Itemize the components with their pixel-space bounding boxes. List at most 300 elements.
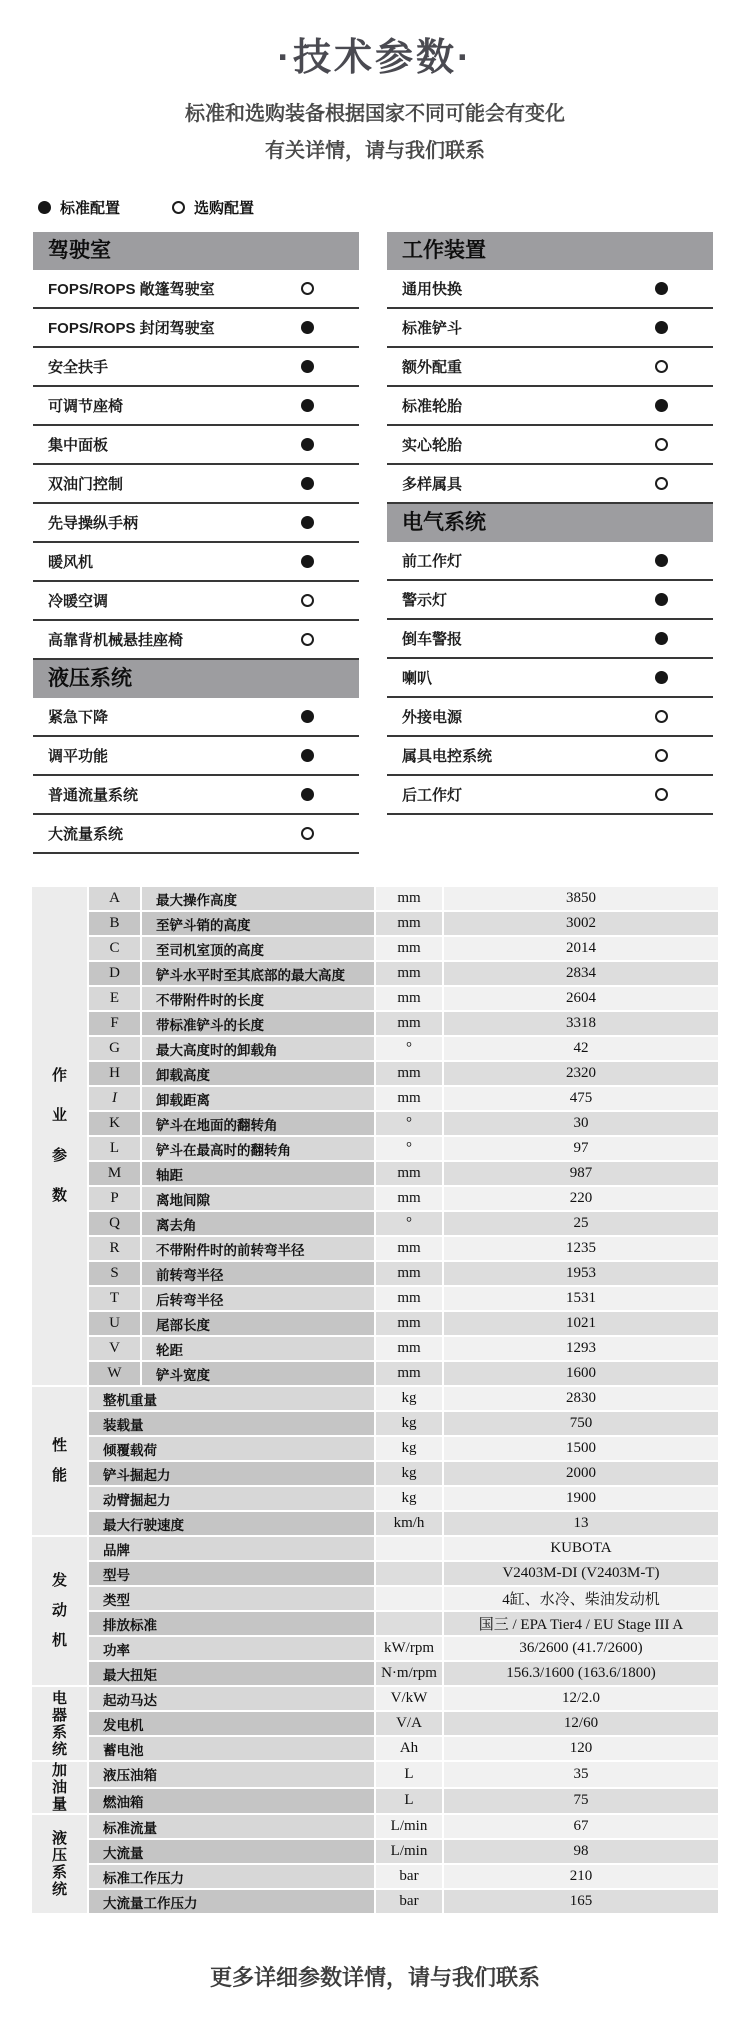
config-label: 前工作灯 — [402, 553, 463, 570]
spec-label: 功率 — [89, 1637, 374, 1660]
config-label: 额外配重 — [402, 359, 463, 376]
config-row — [387, 698, 713, 737]
spec-value: 3318 — [444, 1012, 718, 1035]
spec-unit: V/kW — [376, 1687, 442, 1710]
spec-value: 165 — [444, 1890, 718, 1913]
spec-group-char: 器 — [51, 1706, 67, 1724]
spec-label: 至司机室顶的高度 — [142, 937, 374, 960]
standard-marker-icon — [655, 399, 668, 412]
config-row — [387, 348, 713, 387]
spec-label: 最大高度时的卸载角 — [142, 1037, 374, 1060]
spec-value: 36/2600 (41.7/2600) — [444, 1637, 718, 1660]
spec-dimension-key: C — [89, 937, 140, 960]
spec-value: 1531 — [444, 1287, 718, 1310]
standard-marker-icon — [301, 399, 314, 412]
spec-group-char: 数 — [51, 1187, 67, 1204]
spec-dimension-key: P — [89, 1187, 140, 1210]
standard-marker-icon — [301, 788, 314, 801]
spec-value: 156.3/1600 (163.6/1800) — [444, 1662, 718, 1685]
spec-label: 标准流量 — [89, 1815, 374, 1838]
config-row — [387, 776, 713, 815]
spec-label: 轮距 — [142, 1337, 374, 1360]
legend-optional-label: 选购配置 — [194, 200, 255, 217]
spec-unit: mm — [376, 887, 442, 910]
config-row — [387, 309, 713, 348]
spec-value: 98 — [444, 1840, 718, 1863]
spec-group-char: 发 — [51, 1572, 67, 1589]
spec-value: 210 — [444, 1865, 718, 1888]
config-row — [33, 698, 359, 737]
spec-unit: ° — [376, 1112, 442, 1135]
config-label: 标准铲斗 — [402, 320, 463, 337]
spec-dimension-key: B — [89, 912, 140, 935]
config-row — [33, 387, 359, 426]
legend-optional — [172, 197, 254, 218]
config-label: 可调节座椅 — [48, 398, 124, 415]
config-label: 安全扶手 — [48, 359, 109, 376]
spec-label: 大流量工作压力 — [89, 1890, 374, 1913]
config-label: 实心轮胎 — [402, 437, 463, 454]
standard-marker-icon — [655, 671, 668, 684]
config-row — [33, 426, 359, 465]
legend — [38, 197, 712, 218]
spec-label: 发电机 — [89, 1712, 374, 1735]
spec-unit: N·m/rpm — [376, 1662, 442, 1685]
spec-group-label — [32, 1815, 87, 1913]
spec-value: 35 — [444, 1762, 718, 1787]
spec-label: 装载量 — [89, 1412, 374, 1435]
spec-value: 2830 — [444, 1387, 718, 1410]
config-row — [33, 270, 359, 309]
config-label: 标准轮胎 — [402, 398, 463, 415]
spec-value: 25 — [444, 1212, 718, 1235]
spec-row — [32, 1112, 718, 1135]
spec-unit: bar — [376, 1890, 442, 1913]
spec-dimension-key: V — [89, 1337, 140, 1360]
config-label: FOPS/ROPS 敞篷驾驶室 — [48, 281, 215, 298]
spec-unit: L/min — [376, 1840, 442, 1863]
spec-unit: V/A — [376, 1712, 442, 1735]
spec-row — [32, 1462, 718, 1485]
spec-group-char: 系 — [51, 1864, 67, 1881]
spec-row — [32, 1212, 718, 1235]
spec-value: 1021 — [444, 1312, 718, 1335]
spec-group-char: 压 — [51, 1847, 67, 1864]
spec-value: 1293 — [444, 1337, 718, 1360]
spec-label: 类型 — [89, 1587, 374, 1610]
config-column-left — [33, 232, 359, 854]
config-row — [33, 776, 359, 815]
spec-label: 起动马达 — [89, 1687, 374, 1710]
spec-label: 至铲斗销的高度 — [142, 912, 374, 935]
config-row — [387, 737, 713, 776]
config-label: 双油门控制 — [48, 476, 124, 493]
spec-dimension-key: S — [89, 1262, 140, 1285]
spec-label: 大流量 — [89, 1840, 374, 1863]
spec-unit: L/min — [376, 1815, 442, 1838]
spec-row — [32, 1865, 718, 1888]
spec-group-char: 量 — [51, 1796, 67, 1813]
spec-label: 铲斗宽度 — [142, 1362, 374, 1385]
spec-dimension-key: H — [89, 1062, 140, 1085]
config-row — [33, 309, 359, 348]
spec-value: 42 — [444, 1037, 718, 1060]
spec-label: 最大行驶速度 — [89, 1512, 374, 1535]
spec-unit: kW/rpm — [376, 1637, 442, 1660]
spec-label: 动臂掘起力 — [89, 1487, 374, 1510]
spec-unit: mm — [376, 1087, 442, 1110]
spec-group-char: 能 — [51, 1467, 67, 1484]
spec-unit: mm — [376, 1062, 442, 1085]
spec-row — [32, 912, 718, 935]
config-row — [33, 543, 359, 582]
config-row — [387, 659, 713, 698]
config-label: 高靠背机械悬挂座椅 — [48, 632, 184, 649]
spec-unit: ° — [376, 1037, 442, 1060]
spec-unit — [376, 1537, 442, 1560]
spec-group-char: 作 — [51, 1067, 67, 1084]
spec-unit: kg — [376, 1412, 442, 1435]
spec-row — [32, 1387, 718, 1410]
spec-row — [32, 1890, 718, 1913]
spec-unit: mm — [376, 1162, 442, 1185]
spec-group-char: 统 — [51, 1740, 67, 1758]
optional-marker-icon — [301, 594, 314, 607]
section-header: 工作装置 — [387, 232, 713, 270]
spec-row — [32, 1037, 718, 1060]
spec-value: 1235 — [444, 1237, 718, 1260]
spec-row — [32, 987, 718, 1010]
standard-marker-icon — [38, 201, 51, 214]
spec-unit: Ah — [376, 1737, 442, 1760]
spec-label: 整机重量 — [89, 1387, 374, 1410]
spec-value: 2000 — [444, 1462, 718, 1485]
spec-value: 120 — [444, 1737, 718, 1760]
spec-dimension-key: D — [89, 962, 140, 985]
spec-value: 2014 — [444, 937, 718, 960]
spec-row — [32, 1662, 718, 1685]
section-header: 液压系统 — [33, 660, 359, 698]
spec-label: 轴距 — [142, 1162, 374, 1185]
spec-row — [32, 1337, 718, 1360]
config-row — [387, 387, 713, 426]
spec-value: 987 — [444, 1162, 718, 1185]
spec-group-char: 加 — [51, 1762, 67, 1779]
spec-row — [32, 1712, 718, 1735]
spec-unit: mm — [376, 1287, 442, 1310]
spec-label: 后转弯半径 — [142, 1287, 374, 1310]
config-label: 外接电源 — [402, 709, 463, 726]
section-header: 驾驶室 — [33, 232, 359, 270]
config-label: 冷暖空调 — [48, 593, 109, 610]
spec-row — [32, 1737, 718, 1760]
page-title: ·技术参数· — [277, 37, 473, 79]
spec-unit: mm — [376, 987, 442, 1010]
spec-label: 铲斗水平时至其底部的最大高度 — [142, 962, 374, 985]
spec-group-char: 液 — [51, 1830, 67, 1847]
config-row — [33, 737, 359, 776]
spec-group-char: 业 — [51, 1107, 67, 1124]
legend-standard — [38, 197, 120, 218]
spec-dimension-key: M — [89, 1162, 140, 1185]
spec-group-char: 电 — [51, 1689, 67, 1707]
standard-marker-icon — [301, 555, 314, 568]
spec-dimension-key: W — [89, 1362, 140, 1385]
spec-row — [32, 1262, 718, 1285]
spec-unit — [376, 1587, 442, 1610]
spec-row — [32, 1237, 718, 1260]
standard-marker-icon — [301, 516, 314, 529]
config-row — [33, 815, 359, 854]
config-label: 通用快换 — [402, 281, 463, 298]
spec-dimension-key: A — [89, 887, 140, 910]
spec-row — [32, 1587, 718, 1610]
spec-group-char: 参 — [51, 1147, 67, 1164]
spec-value: 3002 — [444, 912, 718, 935]
spec-row — [32, 1162, 718, 1185]
spec-group-label — [32, 1537, 87, 1685]
spec-value: 67 — [444, 1815, 718, 1838]
spec-unit — [376, 1562, 442, 1585]
spec-row — [32, 1637, 718, 1660]
spec-unit: kg — [376, 1387, 442, 1410]
spec-row — [32, 1562, 718, 1585]
spec-row — [32, 1187, 718, 1210]
spec-label: 卸载距离 — [142, 1087, 374, 1110]
standard-marker-icon — [301, 438, 314, 451]
spec-unit: mm — [376, 1362, 442, 1385]
spec-row — [32, 1840, 718, 1863]
spec-unit: kg — [376, 1437, 442, 1460]
spec-row — [32, 1362, 718, 1385]
spec-unit: kg — [376, 1487, 442, 1510]
spec-dimension-key: E — [89, 987, 140, 1010]
spec-value: V2403M-DI (V2403M-T) — [444, 1562, 718, 1585]
spec-row — [32, 1815, 718, 1838]
spec-label: 蓄电池 — [89, 1737, 374, 1760]
optional-marker-icon — [301, 282, 314, 295]
spec-row — [32, 1287, 718, 1310]
spec-value: 12/2.0 — [444, 1687, 718, 1710]
spec-row — [32, 1012, 718, 1035]
config-label: 警示灯 — [402, 592, 448, 609]
spec-row — [32, 1762, 718, 1787]
config-row — [387, 465, 713, 504]
spec-unit: mm — [376, 1187, 442, 1210]
spec-unit: km/h — [376, 1512, 442, 1535]
spec-unit: mm — [376, 1262, 442, 1285]
spec-unit: ° — [376, 1212, 442, 1235]
standard-marker-icon — [655, 321, 668, 334]
spec-group-char: 系 — [51, 1723, 67, 1741]
spec-value: 220 — [444, 1187, 718, 1210]
spec-dimension-key: I — [89, 1087, 140, 1110]
spec-label: 型号 — [89, 1562, 374, 1585]
spec-value: 2604 — [444, 987, 718, 1010]
spec-value: 1600 — [444, 1362, 718, 1385]
subtitle-line-1: 标准和选购装备根据国家不同可能会有变化 — [185, 103, 565, 125]
spec-row — [32, 1612, 718, 1635]
spec-dimension-key: K — [89, 1112, 140, 1135]
config-label: 集中面板 — [48, 437, 109, 454]
spec-unit: mm — [376, 962, 442, 985]
config-row — [33, 465, 359, 504]
spec-label: 带标准铲斗的长度 — [142, 1012, 374, 1035]
spec-row — [32, 1087, 718, 1110]
spec-value: 2834 — [444, 962, 718, 985]
spec-label: 不带附件时的前转弯半径 — [142, 1237, 374, 1260]
spec-group-label — [32, 887, 87, 1385]
spec-value: 2320 — [444, 1062, 718, 1085]
spec-unit: ° — [376, 1137, 442, 1160]
config-label: 调平功能 — [48, 748, 109, 765]
spec-value: 国三 / EPA Tier4 / EU Stage III A — [444, 1612, 718, 1635]
spec-row — [32, 1137, 718, 1160]
spec-value: 750 — [444, 1412, 718, 1435]
standard-marker-icon — [655, 593, 668, 606]
spec-value: 97 — [444, 1137, 718, 1160]
config-label: 喇叭 — [402, 670, 433, 687]
spec-dimension-key: T — [89, 1287, 140, 1310]
spec-unit: kg — [376, 1462, 442, 1485]
spec-value: 1500 — [444, 1437, 718, 1460]
spec-value: 12/60 — [444, 1712, 718, 1735]
standard-marker-icon — [655, 282, 668, 295]
spec-dimension-key: U — [89, 1312, 140, 1335]
optional-marker-icon — [172, 201, 185, 214]
config-label: FOPS/ROPS 封闭驾驶室 — [48, 320, 215, 337]
config-label: 属具电控系统 — [402, 748, 493, 765]
section-header: 电气系统 — [387, 504, 713, 542]
optional-marker-icon — [655, 710, 668, 723]
spec-unit: bar — [376, 1865, 442, 1888]
spec-dimension-key: G — [89, 1037, 140, 1060]
spec-value: 3850 — [444, 887, 718, 910]
config-label: 紧急下降 — [48, 709, 109, 726]
spec-value: 13 — [444, 1512, 718, 1535]
standard-marker-icon — [301, 360, 314, 373]
spec-label: 铲斗掘起力 — [89, 1462, 374, 1485]
subtitle-line-2: 有关详情，请与我们联系 — [265, 140, 485, 162]
spec-dimension-key: Q — [89, 1212, 140, 1235]
spec-dimension-key: L — [89, 1137, 140, 1160]
spec-value: 30 — [444, 1112, 718, 1135]
spec-row — [32, 1437, 718, 1460]
spec-value: 75 — [444, 1789, 718, 1814]
standard-marker-icon — [301, 321, 314, 334]
legend-standard-label: 标准配置 — [60, 200, 121, 217]
config-label: 先导操纵手柄 — [48, 515, 139, 532]
spec-label: 不带附件时的长度 — [142, 987, 374, 1010]
optional-marker-icon — [655, 477, 668, 490]
spec-row — [32, 1062, 718, 1085]
config-row — [387, 581, 713, 620]
footer-note: 更多详细参数详情，请与我们联系 — [209, 1965, 540, 1990]
spec-label: 最大扭矩 — [89, 1662, 374, 1685]
config-row — [33, 348, 359, 387]
standard-marker-icon — [301, 710, 314, 723]
spec-group-char: 统 — [51, 1881, 67, 1898]
spec-unit: L — [376, 1762, 442, 1787]
config-row — [387, 270, 713, 309]
optional-marker-icon — [655, 438, 668, 451]
spec-label: 液压油箱 — [89, 1762, 374, 1787]
spec-dimension-key: F — [89, 1012, 140, 1035]
config-label: 多样属具 — [402, 476, 463, 493]
spec-group-char: 机 — [51, 1632, 67, 1649]
standard-marker-icon — [655, 554, 668, 567]
spec-label: 品牌 — [89, 1537, 374, 1560]
config-row — [387, 620, 713, 659]
spec-label: 尾部长度 — [142, 1312, 374, 1335]
optional-marker-icon — [655, 788, 668, 801]
spec-unit: mm — [376, 1237, 442, 1260]
spec-value: 4缸、水冷、柴油发动机 — [444, 1587, 718, 1610]
spec-label: 标准工作压力 — [89, 1865, 374, 1888]
spec-unit: mm — [376, 1312, 442, 1335]
standard-marker-icon — [301, 749, 314, 762]
spec-row — [32, 887, 718, 910]
config-label: 普通流量系统 — [48, 787, 139, 804]
optional-marker-icon — [301, 827, 314, 840]
config-row — [33, 582, 359, 621]
config-row — [387, 542, 713, 581]
standard-marker-icon — [301, 477, 314, 490]
spec-label: 倾覆载荷 — [89, 1437, 374, 1460]
spec-row — [32, 1687, 718, 1710]
spec-value: 1953 — [444, 1262, 718, 1285]
spec-row — [32, 1412, 718, 1435]
spec-group-char: 油 — [51, 1779, 67, 1796]
optional-marker-icon — [655, 360, 668, 373]
spec-row — [32, 1789, 718, 1814]
spec-row — [32, 1537, 718, 1560]
spec-label: 离去角 — [142, 1212, 374, 1235]
spec-row — [32, 1312, 718, 1335]
spec-row — [32, 1487, 718, 1510]
spec-table — [30, 885, 720, 1915]
spec-group-label — [32, 1387, 87, 1535]
standard-marker-icon — [655, 632, 668, 645]
spec-unit: mm — [376, 937, 442, 960]
spec-unit: mm — [376, 1012, 442, 1035]
spec-group-label — [32, 1762, 87, 1813]
config-label: 后工作灯 — [402, 787, 463, 804]
spec-value: 1900 — [444, 1487, 718, 1510]
spec-value: KUBOTA — [444, 1537, 718, 1560]
config-label: 大流量系统 — [48, 826, 124, 843]
config-label: 暖风机 — [48, 554, 94, 571]
config-row — [387, 426, 713, 465]
spec-unit — [376, 1612, 442, 1635]
spec-unit: mm — [376, 1337, 442, 1360]
optional-marker-icon — [655, 749, 668, 762]
spec-label: 最大操作高度 — [142, 887, 374, 910]
spec-row — [32, 1512, 718, 1535]
spec-row — [32, 937, 718, 960]
spec-label: 卸载高度 — [142, 1062, 374, 1085]
spec-label: 排放标准 — [89, 1612, 374, 1635]
spec-label: 离地间隙 — [142, 1187, 374, 1210]
config-column-right — [387, 232, 713, 815]
config-row — [33, 621, 359, 660]
spec-row — [32, 962, 718, 985]
config-columns — [0, 232, 750, 854]
spec-label: 铲斗在地面的翻转角 — [142, 1112, 374, 1135]
spec-group-char: 动 — [51, 1602, 67, 1619]
config-row — [33, 504, 359, 543]
spec-unit: L — [376, 1789, 442, 1814]
